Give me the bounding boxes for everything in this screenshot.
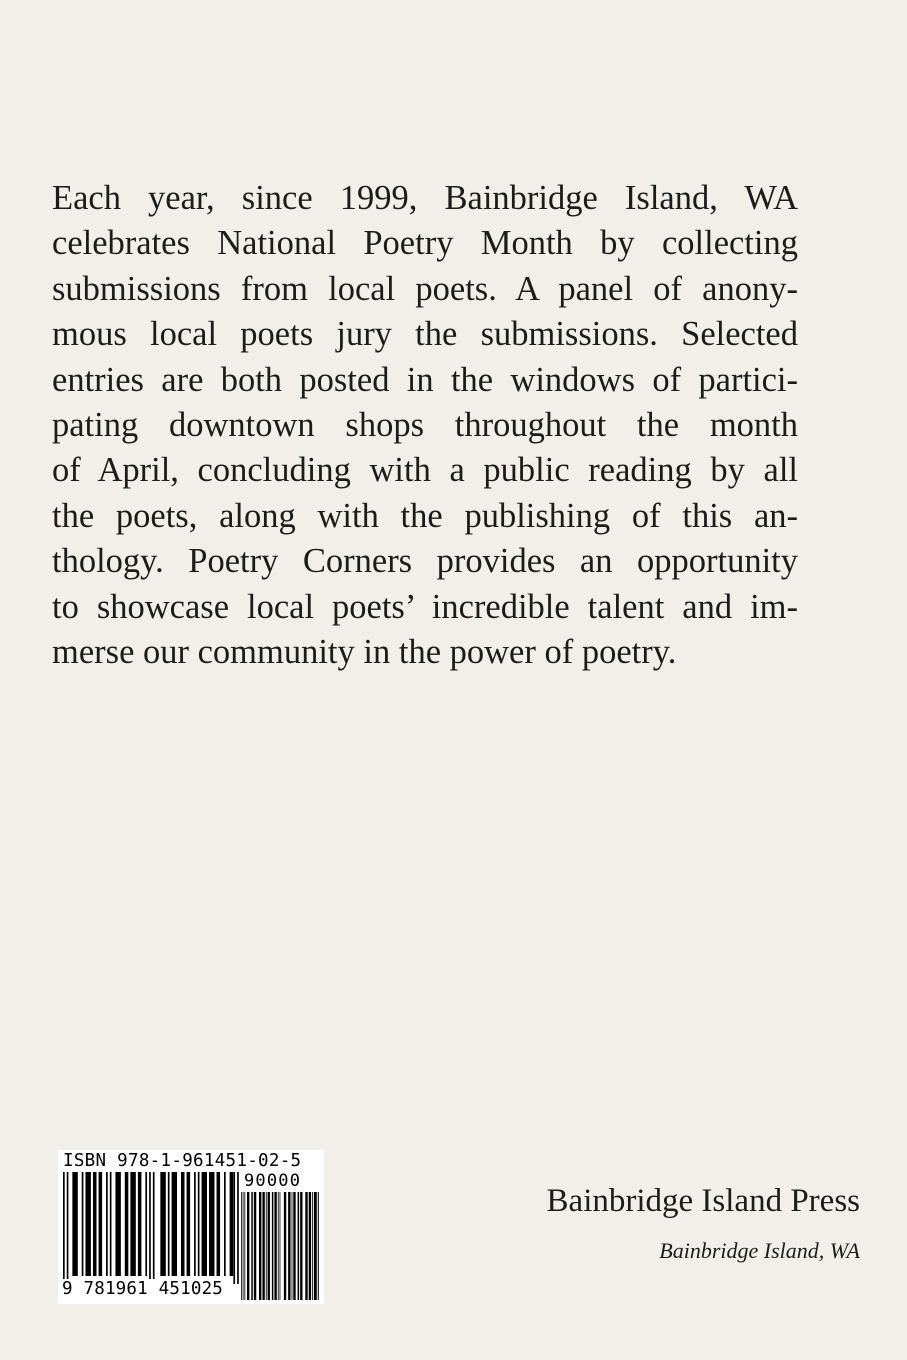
barcode-guard-bar	[153, 1172, 155, 1284]
blurb-line: of April, concluding with a public reading by all	[52, 451, 798, 490]
barcode-bar	[254, 1192, 256, 1300]
barcode-bar	[198, 1172, 200, 1276]
barcode-bar	[93, 1172, 97, 1276]
barcode-bar	[314, 1192, 316, 1300]
barcode-bar	[138, 1172, 142, 1276]
blurb-line: merse our community in the power of poetry.	[52, 632, 677, 671]
publisher-location: Bainbridge Island, WA	[659, 1238, 860, 1263]
barcode-bar	[224, 1172, 226, 1276]
barcode-guard-bar	[243, 1192, 244, 1300]
barcode-guard-bar	[149, 1172, 151, 1284]
barcode-guard-bar	[63, 1172, 65, 1284]
blurb-line: mous local poets jury the submissions. Selected	[52, 315, 798, 354]
barcode-bar	[244, 1192, 245, 1300]
barcode-bar	[217, 1172, 221, 1276]
blurb-line: to showcase local poets’ incredible talent and im-	[52, 587, 798, 626]
barcode-bar	[266, 1192, 267, 1300]
barcode-bar	[312, 1192, 313, 1300]
cover-blurb	[52, 176, 798, 675]
barcode-bar	[292, 1192, 293, 1300]
barcode-bar	[274, 1192, 276, 1300]
barcode-guard-bar	[318, 1192, 319, 1300]
blurb-line: thology. Poetry Corners provides an opportunity	[52, 542, 798, 581]
isbn-barcode	[58, 1150, 324, 1304]
barcode-bar	[298, 1192, 300, 1300]
blurb-line: the poets, along with the publishing of this an-	[52, 496, 798, 535]
barcode-guard-bar	[67, 1172, 69, 1284]
blurb-line: pating downtown shops throughout the month	[52, 405, 798, 444]
addon-bars	[241, 1192, 319, 1300]
barcode-bar	[172, 1172, 177, 1276]
isbn-label: ISBN 978-1-961451-02-5	[63, 1151, 302, 1171]
ean13-bars	[63, 1172, 239, 1284]
barcode-bar	[115, 1172, 120, 1276]
blurb-line: celebrates National Poetry Month by collecting	[52, 224, 798, 263]
barcode-bar	[168, 1172, 170, 1276]
barcode-bar	[247, 1192, 249, 1300]
barcode-guard-bar	[316, 1192, 317, 1300]
blurb-line: entries are both posted in the windows of partici-	[52, 360, 798, 399]
barcode-bar	[85, 1172, 90, 1276]
barcode-bar	[181, 1172, 185, 1276]
barcode-bar	[187, 1172, 191, 1276]
barcode-bar	[284, 1192, 286, 1300]
barcode-bar	[99, 1172, 103, 1276]
barcode-guard-bar	[241, 1192, 242, 1300]
barcode-bar	[110, 1172, 112, 1276]
barcode-bar	[209, 1172, 214, 1276]
barcode-bar	[288, 1192, 290, 1300]
barcode-guard-bar	[233, 1172, 235, 1284]
barcode-bar	[293, 1192, 295, 1300]
barcode-bar	[130, 1172, 135, 1276]
barcode-bar	[309, 1192, 311, 1300]
barcode-bar	[82, 1172, 84, 1276]
barcode-bar	[106, 1172, 108, 1276]
barcode-bar	[160, 1172, 165, 1276]
barcode-bar	[259, 1192, 261, 1300]
barcode-bar	[251, 1192, 253, 1300]
ean-digits: 9 781961 451025	[62, 1279, 224, 1299]
publisher-name: Bainbridge Island Press	[546, 1183, 860, 1219]
barcode-bar	[268, 1192, 270, 1300]
barcode-bar	[72, 1172, 77, 1276]
barcode-bar	[300, 1192, 302, 1300]
barcode-bar	[202, 1172, 207, 1276]
addon-code: 90000	[244, 1171, 302, 1191]
barcode-bar	[262, 1192, 264, 1300]
barcode-bar	[194, 1172, 196, 1276]
barcode-bar	[230, 1172, 234, 1276]
barcode-bar	[125, 1172, 129, 1276]
barcode-bar	[305, 1192, 307, 1300]
barcode-guard-bar	[280, 1192, 281, 1300]
barcode-bar	[272, 1192, 274, 1300]
barcode-guard-bar	[237, 1172, 239, 1284]
blurb-line: submissions from local poets. A panel of anony-	[52, 269, 798, 308]
blurb-line: Each year, since 1999, Bainbridge Island, WA	[52, 179, 798, 217]
barcode-bar	[145, 1172, 147, 1276]
barcode-guard-bar	[278, 1192, 279, 1300]
